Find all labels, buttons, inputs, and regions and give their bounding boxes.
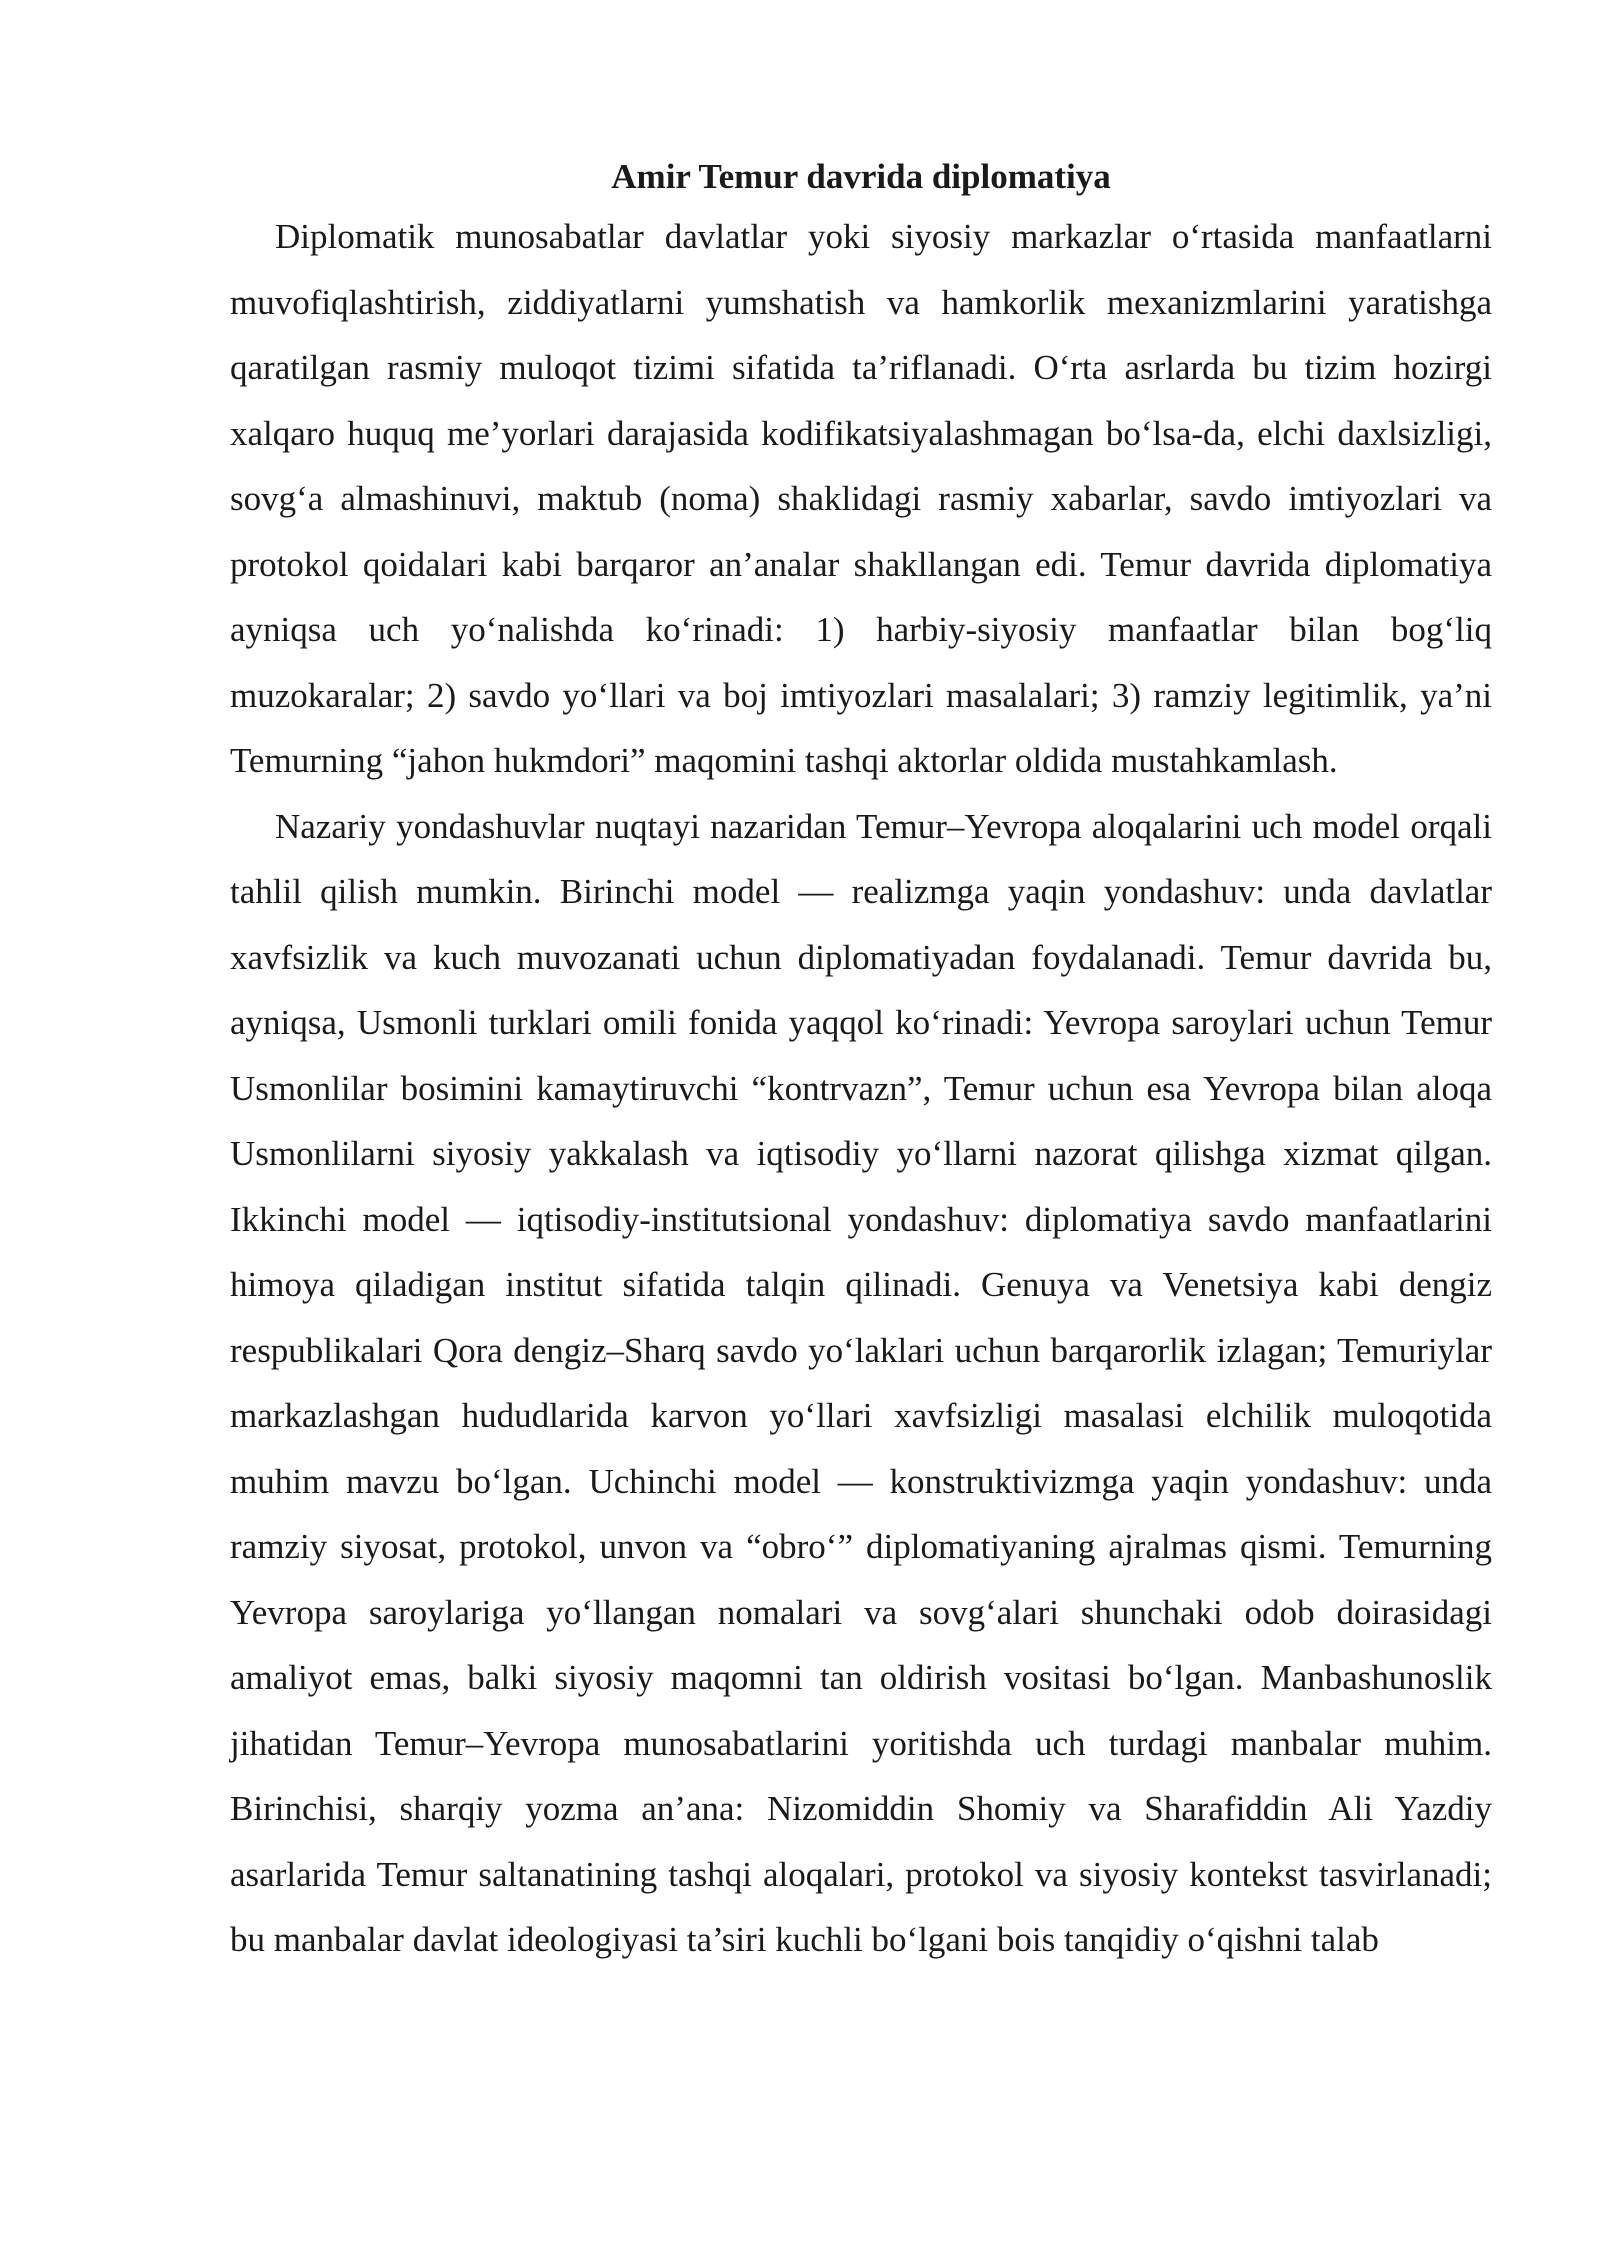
paragraph-2: Nazariy yondashuvlar nuqtayi nazaridan Temur–Yevropa aloqalarini uch model orqali tahlil qilish mumkin. Birinchi model — realizmga yaqin yondashuv: unda davlatlar xavfsizlik va kuch muvozanati uchun diplomatiyadan foydalanadi. Temur davrida bu, ayniqsa, Usmonli turklari omili fonida yaqqol ko‘rinadi: Yevropa saroylari uchun Temur Usmonlilar bosimini kamaytiruvchi “kontrvazn”, Temur uchun esa Yevropa bilan aloqa Usmonlilarni siyosiy yakkalash va iqtisodiy yo‘llarni nazorat qilishga xizmat qilgan. Ikkinchi model — iqtisodiy-institutsional yondashuv: diplomatiya savdo manfaatlarini himoya qiladigan institut sifatida talqin qilinadi. Genuya va Venetsiya kabi dengiz respublikalari Qora dengiz–Sharq savdo yo‘laklari uchun barqarorlik izlagan; Temuriylar markazlashgan hududlarida karvon yo‘llari xavfsizligi masalasi elchilik muloqotida muhim mavzu bo‘lgan. Uchinchi model — konstruktivizmga yaqin yondashuv: unda ramziy siyosat, protokol, unvon va “obro‘” diplomatiyaning ajralmas qismi. Temurning Yevropa saroylariga yo‘llangan nomalari va sovg‘alari shunchaki odob doirasidagi amaliyot emas, balki siyosiy maqomni tan oldirish vositasi bo‘lgan. Manbashunoslik jihatidan Temur–Yevropa munosabatlarini yoritishda uch turdagi manbalar muhim. Birinchisi, sharqiy yozma an’ana: Nizomiddin Shomiy va Sharafiddin Ali Yazdiy asarlarida Temur saltanatining tashqi aloqalari, protokol va siyosiy kontekst tasvirlanadi; bu manbalar davlat ideologiyasi ta’siri kuchli bo‘lgani bois tanqidiy o‘qishni talab — [230, 806, 1492, 1959]
document-body — [230, 150, 1492, 1973]
document-title: Amir Temur davrida diplomatiya — [611, 157, 1111, 196]
paragraph-1: Diplomatik munosabatlar davlatlar yoki siyosiy markazlar o‘rtasida manfaatlarni muvofiqlashtirish, ziddiyatlarni yumshatish va hamkorlik mexanizmlarini yaratishga qaratilgan rasmiy muloqot tizimi sifatida ta’riflanadi. O‘rta asrlarda bu tizim hozirgi xalqaro huquq me’yorlari darajasida kodifikatsiyalashmagan bo‘lsa-da, elchi daxlsizligi, sovg‘a almashinuvi, maktub (noma) shaklidagi rasmiy xabarlar, savdo imtiyozlari va protokol qoidalari kabi barqaror an’analar shakllangan edi. Temur davrida diplomatiya ayniqsa uch yo‘nalishda ko‘rinadi: 1) harbiy-siyosiy manfaatlar bilan bog‘liq muzokaralar; 2) savdo yo‘llari va boj imtiyozlari masalalari; 3) ramziy legitimlik, ya’ni Temurning “jahon hukmdori” maqomini tashqi aktorlar oldida mustahkamlash. — [230, 217, 1492, 780]
